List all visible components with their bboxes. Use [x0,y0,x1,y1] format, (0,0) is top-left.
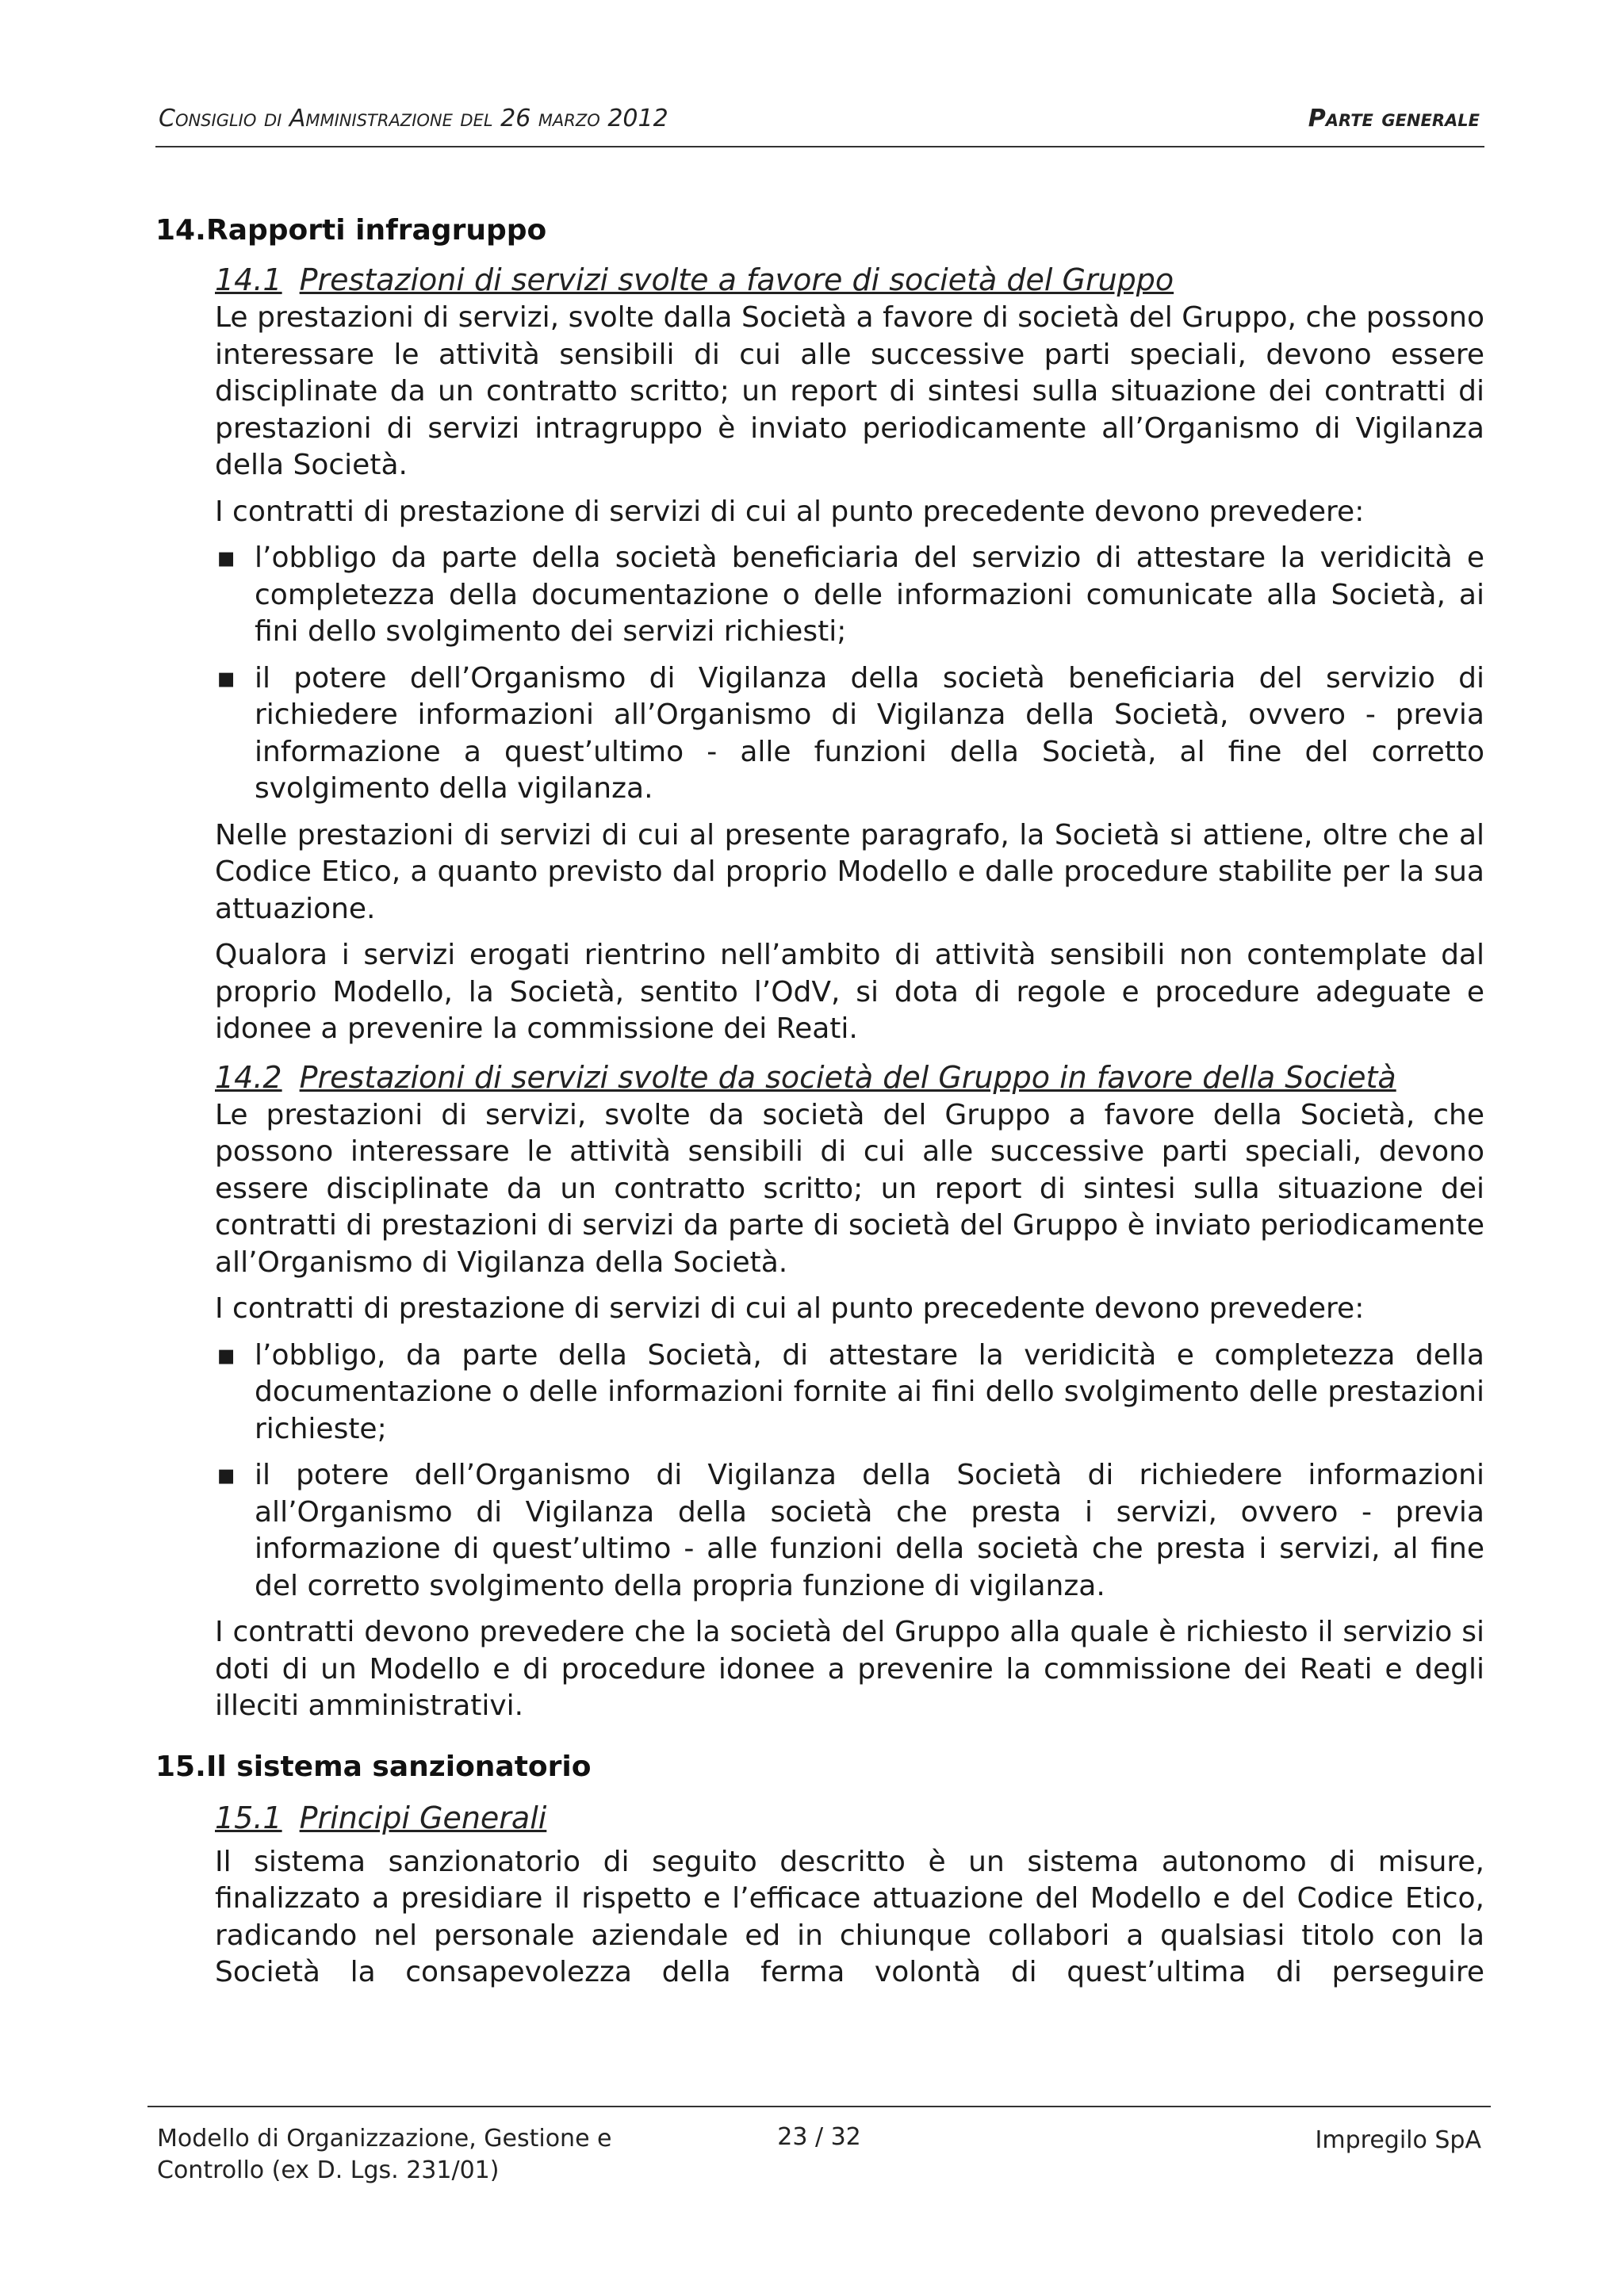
footer-title-line: Controllo (ex D. Lgs. 231/01) [157,2156,500,2184]
list-item [215,1457,1484,1605]
footer-title-line: Modello di Organizzazione, Gestione e [157,2125,612,2152]
paragraph: Qualora i servizi erogati rientrino nell’ambito di attività sensibili non contemplate dal proprio Modello, la Società, sentito l’OdV, si dota di regole e procedure adeguate e idonee a prevenire la commissione dei Reati. [215,939,1484,1045]
subsection-body-14-1 [215,300,1484,1048]
bullet-icon: ▪ [216,1338,236,1372]
document-body [155,212,1484,2001]
header-title: Consiglio di Amministrazione del 26 marzo 2012 [159,105,668,132]
footer-company: Impregilo SpA [1315,2126,1481,2154]
subsection-title: Principi Generali [299,1800,547,1835]
paragraph: Le prestazioni di servizi, svolte da società del Gruppo a favore della Società, che possono interessare le attività sensibili di cui alle successive parti speciali, devono essere disciplinate da un contratto scritto; un report di sintesi sulla situazione dei contratti di prestazioni di servizi da parte di società del Gruppo è inviato periodicamente all’Organismo di Vigilanza della Società. [215,1098,1484,1279]
subsection-number: 14.2 [215,1059,282,1095]
list-item-text: il potere dell’Organismo di Vigilanza della Società di richiedere informazioni all’Organismo di Vigilanza della società che presta i servizi, ovvero - previa informazione di quest’ultimo - alle funzioni della società che presta i servizi, al fine del corretto svolgimento della propria funzione di vigilanza. [255,1459,1484,1602]
paragraph: I contratti di prestazione di servizi di cui al punto precedente devono prevedere: [215,495,1365,528]
bullet-icon: ▪ [216,541,236,574]
section-number: 15. [155,1750,206,1783]
bullet-icon: ▪ [216,661,236,695]
list-item-text: l’obbligo da parte della società beneficiaria del servizio di attestare la veridicità e completezza della documentazione o delle informazioni comunicate alla Società, ai fini dello svolgimento dei servizi richiesti; [255,541,1484,648]
section-number: 14. [155,214,206,247]
header-section: Parte generale [1308,105,1480,132]
paragraph: I contratti di prestazione di servizi di cui al punto precedente devono prevedere: [215,1292,1365,1325]
subsection-number: 15.1 [215,1800,282,1835]
bullet-list [215,1337,1484,1605]
list-item-text: l’obbligo, da parte della Società, di attestare la veridicità e completezza della documentazione o delle informazioni fornite ai fini dello svolgimento delle prestazioni richieste; [255,1338,1484,1445]
subsection-title: Prestazioni di servizi svolte a favore di società del Gruppo [299,262,1174,297]
page-header [155,101,1484,147]
paragraph: Il sistema sanzionatorio di seguito descritto è un sistema autonomo di misure, finalizzato a presidiare il rispetto e l’efficace attuazione del Modello e del Codice Etico, radicando nel personale aziendale ed in chiunque collabori a qualsiasi titolo con la Società la consapevolezza della ferma volontà di quest’ultima di perseguire [215,1845,1484,1988]
section-title: Rapporti infragruppo [206,214,547,247]
subsection-heading-15-1 [215,1798,1484,1838]
list-item [215,660,1484,808]
subsection-body-14-2 [215,1097,1484,1725]
list-item [215,540,1484,651]
list-item [215,1337,1484,1448]
paragraph: Nelle prestazioni di servizi di cui al presente paragrafo, la Società si attiene, oltre che al Codice Etico, a quanto previsto dal proprio Modello e dalle procedure stabilite per la sua attuazione. [215,818,1484,925]
section-heading-14 [155,212,1484,249]
subsection-title: Prestazioni di servizi svolte da società del Gruppo in favore della Società [299,1059,1396,1095]
bullet-icon: ▪ [216,1459,236,1491]
subsection-number: 14.1 [215,262,282,297]
section-heading-15 [155,1749,1484,1785]
subsection-body-15-1 [215,1844,1484,1992]
section-title: Il sistema sanzionatorio [206,1750,592,1783]
list-item-text: il potere dell’Organismo di Vigilanza della società beneficiaria del servizio di richiedere informazioni all’Organismo di Vigilanza della Società, ovvero - previa informazione a quest’ultimo - alle funzioni della Società, al fine del corretto svolgimento della vigilanza. [255,661,1484,805]
paragraph: I contratti devono prevedere che la società del Gruppo alla quale è richiesto il servizio si doti di un Modello e di procedure idonee a prevenire la commissione dei Reati e degli illeciti amministrativi. [215,1616,1484,1722]
subsection-heading-14-2 [215,1058,1484,1097]
page-number: 23 / 32 [777,2123,861,2151]
subsection-heading-14-1 [215,260,1484,300]
bullet-list [215,540,1484,808]
paragraph: Le prestazioni di servizi, svolte dalla Società a favore di società del Gruppo, che possono interessare le attività sensibili di cui alle successive parti speciali, devono essere disciplinate da un contratto scritto; un report di sintesi sulla situazione dei contratti di prestazioni di servizi intragruppo è inviato periodicamente all’Organismo di Vigilanza della Società. [215,301,1484,481]
page-footer [147,2106,1491,2195]
